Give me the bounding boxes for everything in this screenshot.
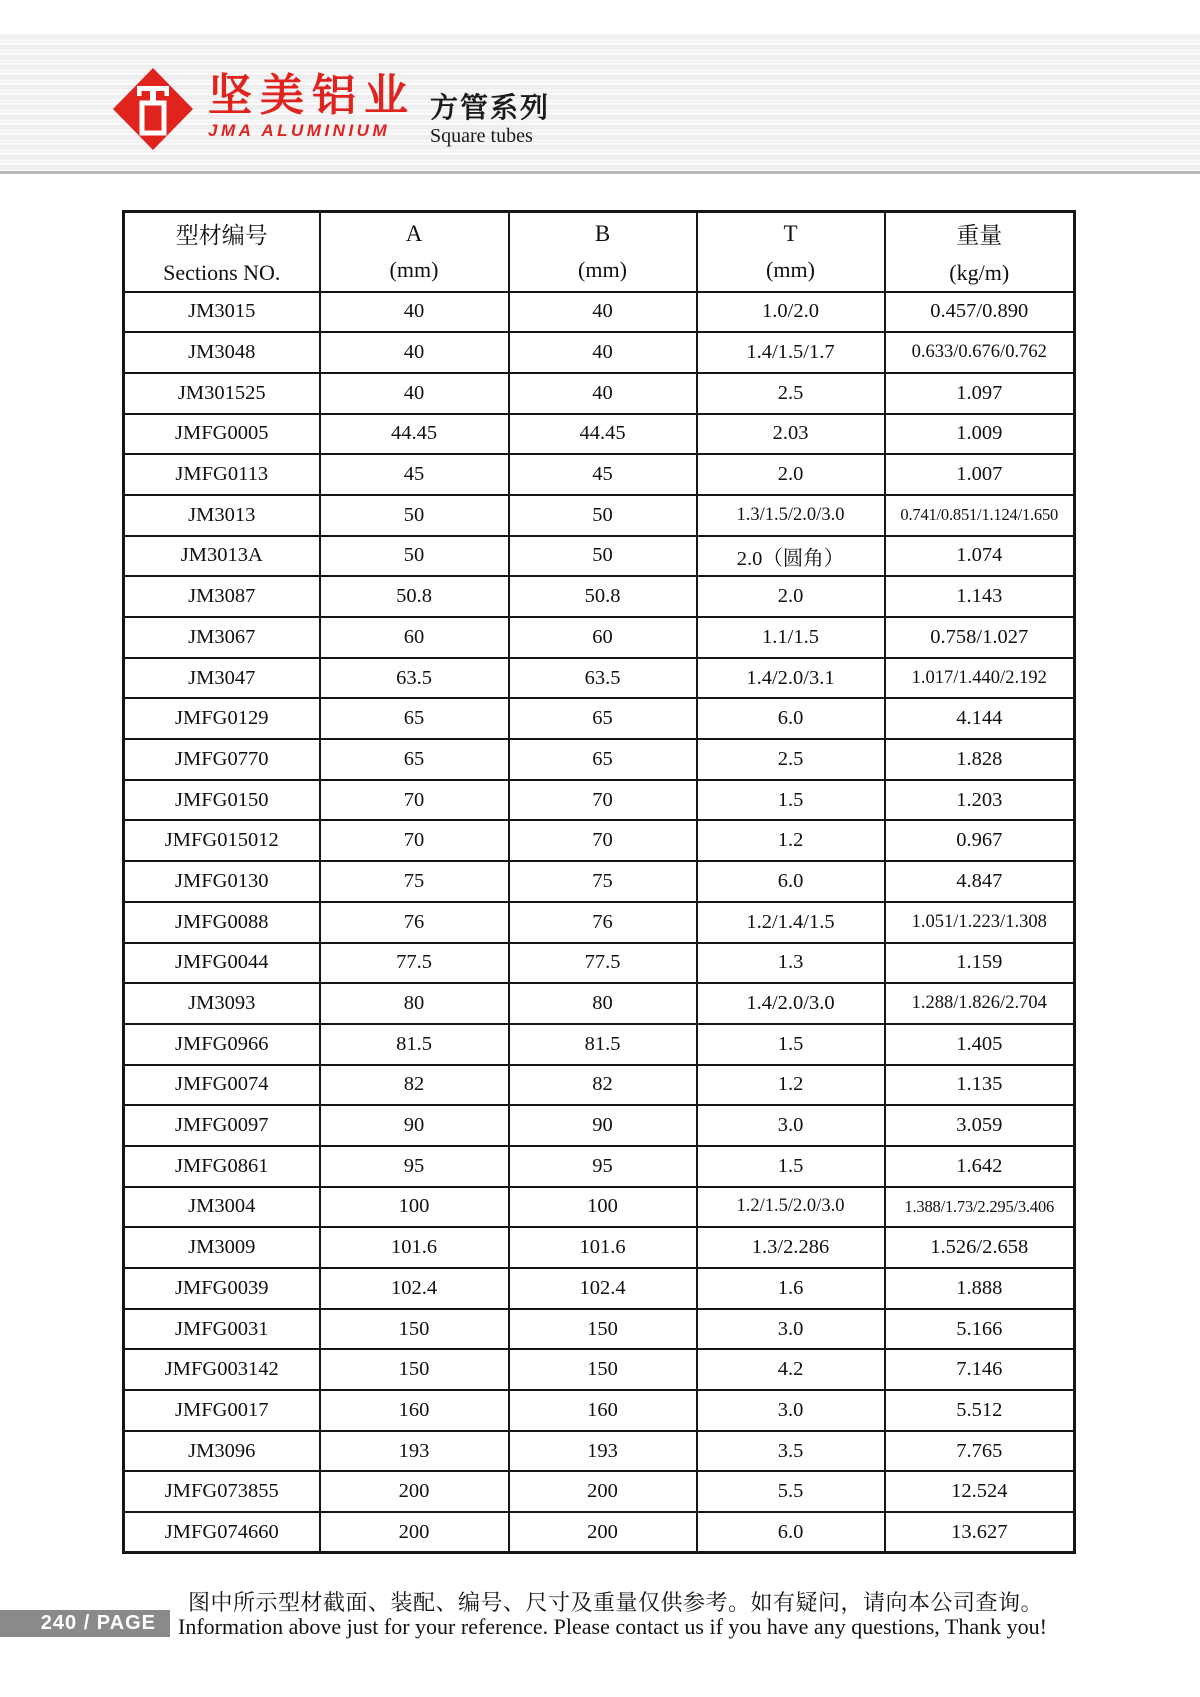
table-cell: 193 (509, 1431, 697, 1472)
table-row (124, 414, 1075, 455)
table-cell: JM3087 (124, 576, 320, 617)
table-row (124, 943, 1075, 984)
table-cell: JMFG0017 (124, 1390, 320, 1431)
table-cell: 200 (320, 1512, 509, 1553)
col-header-a (320, 212, 509, 292)
table-cell: JM3009 (124, 1227, 320, 1268)
table-cell: 5.512 (885, 1390, 1075, 1431)
table-row (124, 536, 1075, 577)
table-cell: JMFG0039 (124, 1268, 320, 1309)
table-cell: JMFG0150 (124, 780, 320, 821)
table-cell: 1.6 (697, 1268, 885, 1309)
table-row (124, 1471, 1075, 1512)
table-row (124, 1024, 1075, 1065)
table-cell: 7.765 (885, 1431, 1075, 1472)
table-cell: 50 (320, 536, 509, 577)
table-cell: 70 (509, 820, 697, 861)
table-cell: 65 (509, 698, 697, 739)
table-cell: 50.8 (320, 576, 509, 617)
table-cell: 40 (320, 332, 509, 373)
table-cell: 80 (509, 983, 697, 1024)
table-cell: 60 (320, 617, 509, 658)
table-cell: 0.633/0.676/0.762 (885, 332, 1075, 373)
table-cell: JMFG0088 (124, 902, 320, 943)
footer-note-cn: 图中所示型材截面、装配、编号、尺寸及重量仅供参考。如有疑问，请向本公司查询。 (188, 1590, 1044, 1615)
table-cell: JMFG0966 (124, 1024, 320, 1065)
table-row (124, 1146, 1075, 1187)
table-cell: 2.03 (697, 414, 885, 455)
table-cell: 13.627 (885, 1512, 1075, 1553)
table-cell: 1.828 (885, 739, 1075, 780)
table-cell: 1.2 (697, 1065, 885, 1106)
table-cell: 7.146 (885, 1349, 1075, 1390)
table-cell: 1.5 (697, 780, 885, 821)
table-cell: 200 (320, 1471, 509, 1512)
table-cell: 45 (320, 454, 509, 495)
table-cell: 1.2/1.5/2.0/3.0 (697, 1187, 885, 1228)
table-cell: 1.074 (885, 536, 1075, 577)
table-cell: 1.888 (885, 1268, 1075, 1309)
table-row (124, 617, 1075, 658)
col-header-b (509, 212, 697, 292)
table-cell: 1.097 (885, 373, 1075, 414)
table-cell: 1.159 (885, 943, 1075, 984)
table-cell: 6.0 (697, 1512, 885, 1553)
col-header-sections-no (124, 212, 320, 292)
table-cell: 75 (509, 861, 697, 902)
page-number-badge: 240 / PAGE (0, 1610, 170, 1637)
table-cell: 1.526/2.658 (885, 1227, 1075, 1268)
table-cell: 1.4/2.0/3.1 (697, 658, 885, 699)
col-header-text: 型材编号 (175, 223, 268, 249)
table-cell: JM3047 (124, 658, 320, 699)
table-row (124, 1187, 1075, 1228)
table-cell: 100 (509, 1187, 697, 1228)
table-cell: JMFG0861 (124, 1146, 320, 1187)
table-row (124, 1227, 1075, 1268)
table-cell: 102.4 (320, 1268, 509, 1309)
table-cell: 1.143 (885, 576, 1075, 617)
table-cell: JM3013 (124, 495, 320, 536)
table-row (124, 495, 1075, 536)
table-cell: 50 (509, 495, 697, 536)
table-cell: 40 (320, 373, 509, 414)
table-cell: 1.5 (697, 1146, 885, 1187)
table-cell: 0.967 (885, 820, 1075, 861)
table-cell: 1.388/1.73/2.295/3.406 (885, 1187, 1075, 1228)
table-cell: 1.051/1.223/1.308 (885, 902, 1075, 943)
table-cell: JM3048 (124, 332, 320, 373)
table-cell: 1.5 (697, 1024, 885, 1065)
table-cell: JMFG003142 (124, 1349, 320, 1390)
table-cell: 1.0/2.0 (697, 292, 885, 333)
table-cell: JMFG0074 (124, 1065, 320, 1106)
table-cell: 70 (320, 820, 509, 861)
table-cell: JMFG0113 (124, 454, 320, 495)
table-cell: 65 (509, 739, 697, 780)
table-cell: 3.0 (697, 1309, 885, 1350)
table-cell: 77.5 (509, 943, 697, 984)
spec-table (122, 210, 1076, 1554)
table-cell: 82 (320, 1065, 509, 1106)
table-cell: 44.45 (509, 414, 697, 455)
table-row (124, 983, 1075, 1024)
table-cell: 80 (320, 983, 509, 1024)
col-header-weight (885, 212, 1075, 292)
table-cell: 1.288/1.826/2.704 (885, 983, 1075, 1024)
footer-note-en: Information above just for your reference. Please contact us if you have any questions, Thank you! (178, 1614, 1047, 1639)
table-cell: 90 (320, 1105, 509, 1146)
table-cell: 45 (509, 454, 697, 495)
table-cell: 50 (509, 536, 697, 577)
table-cell: 70 (509, 780, 697, 821)
table-cell: 1.203 (885, 780, 1075, 821)
col-header-t (697, 212, 885, 292)
table-cell: 60 (509, 617, 697, 658)
table-row (124, 454, 1075, 495)
table-row (124, 1105, 1075, 1146)
table-row (124, 1512, 1075, 1553)
table-cell: JM301525 (124, 373, 320, 414)
table-cell: 200 (509, 1471, 697, 1512)
table-cell: 40 (509, 332, 697, 373)
series-title-block (430, 93, 550, 148)
table-cell: JMFG015012 (124, 820, 320, 861)
table-cell: 1.2 (697, 820, 885, 861)
brand-name-en: JMA ALUMINIUM (208, 121, 391, 140)
table-cell: 90 (509, 1105, 697, 1146)
table-cell: 63.5 (509, 658, 697, 699)
table-cell: 76 (320, 902, 509, 943)
table-cell: 4.144 (885, 698, 1075, 739)
table-row (124, 1349, 1075, 1390)
table-cell: 40 (320, 292, 509, 333)
table-row (124, 576, 1075, 617)
table-cell: 1.642 (885, 1146, 1075, 1187)
table-cell: 4.847 (885, 861, 1075, 902)
table-row (124, 820, 1075, 861)
table-row (124, 739, 1075, 780)
table-cell: 160 (509, 1390, 697, 1431)
table-cell: 1.135 (885, 1065, 1075, 1106)
table-cell: 50.8 (509, 576, 697, 617)
table-cell: 40 (509, 373, 697, 414)
table-cell: 82 (509, 1065, 697, 1106)
table-row (124, 332, 1075, 373)
table-cell: JM3067 (124, 617, 320, 658)
table-cell: 3.5 (697, 1431, 885, 1472)
table-row (124, 780, 1075, 821)
col-header-subtext: Sections NO. (163, 260, 281, 286)
table-cell: 0.457/0.890 (885, 292, 1075, 333)
col-header-text: B (594, 220, 611, 246)
col-header-subtext: (mm) (578, 256, 627, 282)
table-cell: 1.4/1.5/1.7 (697, 332, 885, 373)
table-cell: 76 (509, 902, 697, 943)
table-cell: 65 (320, 698, 509, 739)
table-cell: 5.166 (885, 1309, 1075, 1350)
table-cell: 193 (320, 1431, 509, 1472)
table-cell: 2.0 (697, 454, 885, 495)
table-row (124, 658, 1075, 699)
table-cell: 0.758/1.027 (885, 617, 1075, 658)
table-row (124, 902, 1075, 943)
table-cell: 3.0 (697, 1105, 885, 1146)
table-cell: 4.2 (697, 1349, 885, 1390)
table-cell: 63.5 (320, 658, 509, 699)
table-cell: 44.45 (320, 414, 509, 455)
table-cell: JMFG0044 (124, 943, 320, 984)
table-row (124, 861, 1075, 902)
table-row (124, 292, 1075, 333)
table-header-row (124, 212, 1075, 292)
table-cell: 3.0 (697, 1390, 885, 1431)
series-title-en: Square tubes (430, 125, 533, 147)
table-cell: 2.0（圆角） (697, 536, 885, 577)
col-header-subtext: (kg/m) (949, 260, 1010, 286)
col-header-text: 重量 (956, 223, 1003, 249)
spec-table-body (124, 292, 1075, 1553)
table-row (124, 1309, 1075, 1350)
table-cell: JMFG0130 (124, 861, 320, 902)
table-cell: 77.5 (320, 943, 509, 984)
table-cell: 1.4/2.0/3.0 (697, 983, 885, 1024)
table-cell: 81.5 (320, 1024, 509, 1065)
table-cell: JMFG0129 (124, 698, 320, 739)
jma-logo-icon (111, 66, 195, 152)
table-cell: JM3015 (124, 292, 320, 333)
table-cell: JMFG0770 (124, 739, 320, 780)
table-cell: 200 (509, 1512, 697, 1553)
table-cell: JM3013A (124, 536, 320, 577)
table-cell: JMFG0031 (124, 1309, 320, 1350)
table-cell: 75 (320, 861, 509, 902)
table-cell: 1.3 (697, 943, 885, 984)
table-cell: 1.1/1.5 (697, 617, 885, 658)
table-row (124, 1390, 1075, 1431)
table-cell: 102.4 (509, 1268, 697, 1309)
table-cell: 50 (320, 495, 509, 536)
table-cell: 1.405 (885, 1024, 1075, 1065)
table-cell: 70 (320, 780, 509, 821)
table-cell: 12.524 (885, 1471, 1075, 1512)
table-cell: JM3093 (124, 983, 320, 1024)
table-cell: 81.5 (509, 1024, 697, 1065)
table-row (124, 373, 1075, 414)
table-cell: 150 (320, 1349, 509, 1390)
table-cell: 95 (509, 1146, 697, 1187)
table-row (124, 1065, 1075, 1106)
table-cell: JM3004 (124, 1187, 320, 1228)
table-cell: 1.3/2.286 (697, 1227, 885, 1268)
table-cell: JMFG0097 (124, 1105, 320, 1146)
table-cell: 65 (320, 739, 509, 780)
table-row (124, 1431, 1075, 1472)
table-cell: JM3096 (124, 1431, 320, 1472)
col-header-text: A (405, 220, 423, 246)
table-row (124, 1268, 1075, 1309)
table-cell: 150 (509, 1309, 697, 1350)
table-cell: 100 (320, 1187, 509, 1228)
brand-name-cn: 坚美铝业 (208, 71, 416, 120)
table-cell: 101.6 (509, 1227, 697, 1268)
table-cell: 1.009 (885, 414, 1075, 455)
table-cell: 2.5 (697, 739, 885, 780)
table-cell: 0.741/0.851/1.124/1.650 (885, 495, 1075, 536)
table-cell: 150 (320, 1309, 509, 1350)
table-cell: 1.3/1.5/2.0/3.0 (697, 495, 885, 536)
col-header-text: T (783, 220, 798, 246)
col-header-subtext: (mm) (389, 256, 439, 282)
table-cell: 1.017/1.440/2.192 (885, 658, 1075, 699)
table-cell: JMFG073855 (124, 1471, 320, 1512)
table-cell: 2.0 (697, 576, 885, 617)
table-cell: JMFG074660 (124, 1512, 320, 1553)
table-cell: 1.2/1.4/1.5 (697, 902, 885, 943)
table-cell: 101.6 (320, 1227, 509, 1268)
table-cell: 6.0 (697, 861, 885, 902)
table-cell: 95 (320, 1146, 509, 1187)
table-cell: 5.5 (697, 1471, 885, 1512)
table-cell: 1.007 (885, 454, 1075, 495)
header-band (0, 33, 1200, 174)
table-cell: 40 (509, 292, 697, 333)
table-cell: 150 (509, 1349, 697, 1390)
series-title-cn: 方管系列 (430, 92, 551, 123)
table-cell: 2.5 (697, 373, 885, 414)
col-header-subtext: (mm) (766, 256, 815, 282)
table-cell: JMFG0005 (124, 414, 320, 455)
table-cell: 3.059 (885, 1105, 1075, 1146)
table-cell: 160 (320, 1390, 509, 1431)
table-row (124, 698, 1075, 739)
table-cell: 6.0 (697, 698, 885, 739)
